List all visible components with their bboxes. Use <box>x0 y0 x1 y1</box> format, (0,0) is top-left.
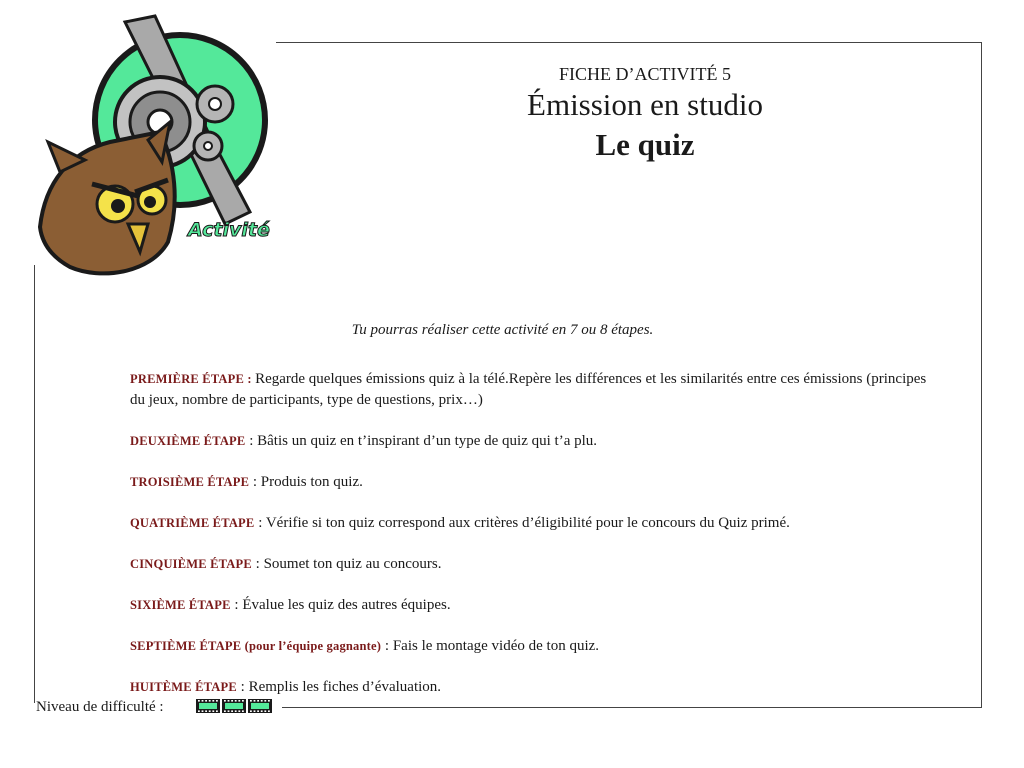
step-text: Remplis les fiches d’évaluation. <box>248 679 442 695</box>
film-strip-icon <box>248 699 272 713</box>
step-sep: : <box>230 597 243 613</box>
step-text: Bâtis un quiz en t’inspirant d’un type de quiz qui t’a plu. <box>257 433 598 449</box>
step-1 <box>130 369 940 411</box>
step-label: CINQUIÈME ÉTAPE <box>130 557 252 571</box>
step-sep: : <box>244 372 256 386</box>
step-5 <box>130 554 940 575</box>
steps-list <box>130 369 940 718</box>
step-sep: : <box>236 679 249 695</box>
step-text: Soumet ton quiz au concours. <box>263 556 442 572</box>
fiche-label: FICHE D’ACTIVITÉ 5 <box>559 64 731 84</box>
page-subtitle: Le quiz <box>595 127 695 162</box>
frame-top-border <box>276 42 982 43</box>
step-label: SEPTIÈME ÉTAPE <box>130 639 242 653</box>
step-text: Produis ton quiz. <box>260 474 363 490</box>
step-text: Vérifie si ton quiz correspond aux critères d’éligibilité pour le concours du Quiz primé. <box>265 515 790 531</box>
step-label-suffix: (pour l’équipe gagnante) <box>241 639 382 653</box>
difficulty-label: Niveau de difficulté : <box>36 699 164 715</box>
step-4 <box>130 513 940 534</box>
step-label: PREMIÈRE ÉTAPE <box>130 372 245 386</box>
page-title: Émission en studio <box>527 87 763 122</box>
film-strip-icon <box>196 699 220 713</box>
step-label: DEUXIÈME ÉTAPE <box>130 434 246 448</box>
owl-film-reel-icon <box>30 12 280 284</box>
step-sep: : <box>254 515 266 531</box>
step-label: HUITÈME ÉTAPE <box>130 680 237 694</box>
difficulty-level <box>196 699 272 713</box>
step-3 <box>130 472 940 493</box>
step-sep: : <box>251 556 264 572</box>
step-sep: : <box>249 474 261 490</box>
frame-left-border <box>34 265 35 703</box>
step-label: TROISIÈME ÉTAPE <box>130 475 250 489</box>
step-7 <box>130 636 940 657</box>
step-label: QUATRIÈME ÉTAPE <box>130 516 255 530</box>
step-2 <box>130 431 940 452</box>
step-6 <box>130 595 940 616</box>
header <box>450 62 840 166</box>
step-text: Regarde quelques émissions quiz à la télé.Repère les différences et les similarités entre ces émissions (principes du jeux, nombre de participants, type de questions, prix…) <box>130 371 927 408</box>
step-text: Évalue les quiz des autres équipes. <box>242 597 451 613</box>
step-sep: : <box>245 433 258 449</box>
step-label: SIXIÈME ÉTAPE <box>130 598 231 612</box>
step-text: Fais le montage vidéo de ton quiz. <box>392 638 600 654</box>
logo-text: Activité <box>188 219 270 241</box>
step-8 <box>130 677 940 698</box>
intro-text: Tu pourras réaliser cette activité en 7 ou 8 étapes. <box>351 322 654 338</box>
step-sep: : <box>381 638 393 654</box>
film-strip-icon <box>222 699 246 713</box>
frame-right-border <box>981 42 982 708</box>
